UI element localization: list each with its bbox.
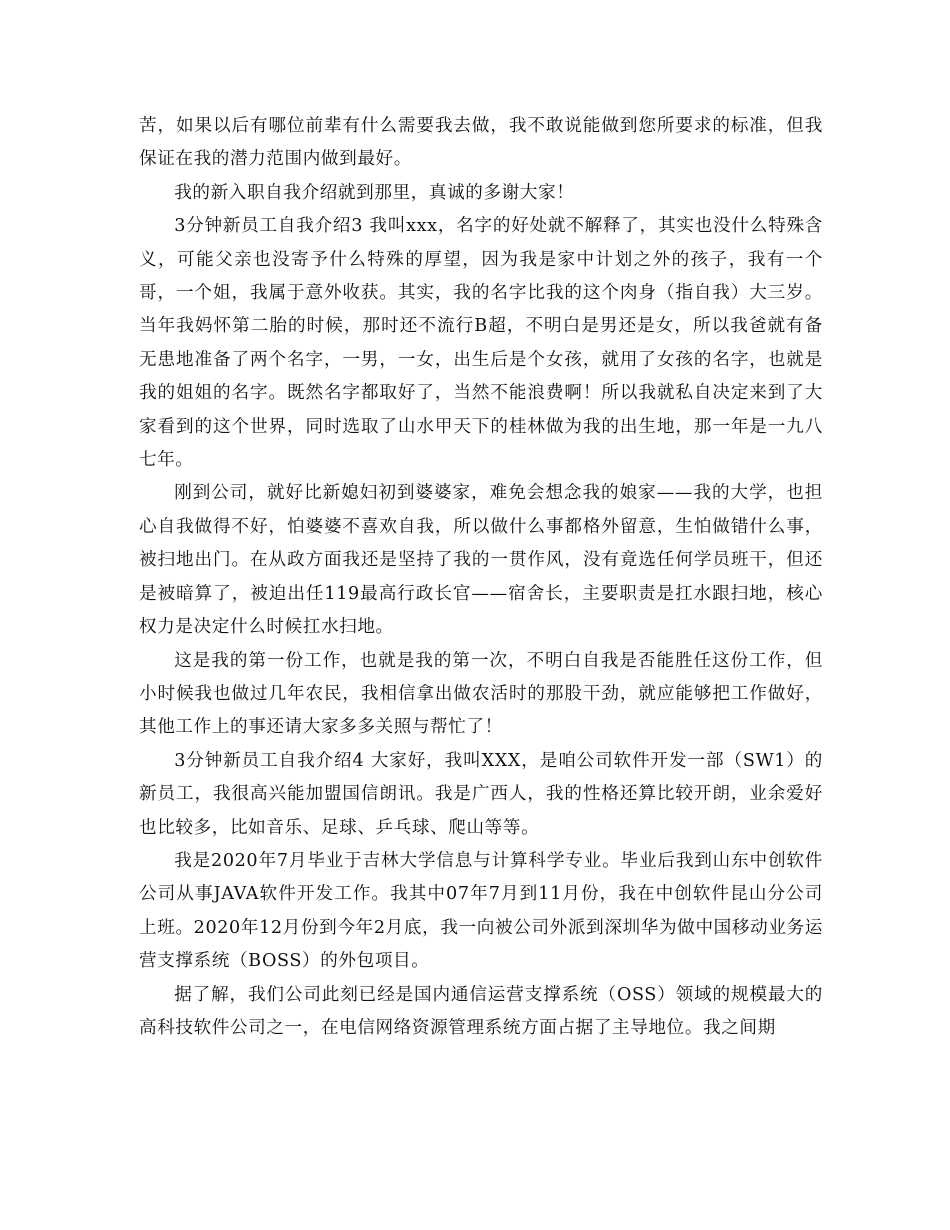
paragraph-intro-3: 3分钟新员工自我介绍3 我叫xxx，名字的好处就不解释了，其实也没什么特殊含义，可能父亲也没寄予什么特殊的厚望，因为我是家中计划之外的孩子，我有一个哥，一个姐，我属于意外收获。其实，我的名字比我的这个肉身（指自我）大三岁。当年我妈怀第二胎的时候，那时还不流行B超，不明白是男还是女，所以我爸就有备无患地准备了两个名字，一男，一女，出生后是个女孩，就用了女孩的名字，也就是我的姐姐的名字。既然名字都取好了，当然不能浪费啊！所以我就私自决定来到了大家看到的这个世界，同时选取了山水甲天下的桂林做为我的出生地，那一年是一九八七年。: [139, 216, 823, 471]
paragraph-new-at-company: 刚到公司，就好比新媳妇初到婆婆家，难免会想念我的娘家——我的大学，也担心自我做得不好，怕婆婆不喜欢自我，所以做什么事都格外留意，生怕做错什么事，被扫地出门。在从政方面我还是坚持了我的一贯作风，没有竟选任何学员班干，但还是被暗算了，被迫出任119最高行政长官——宿舍长，主要职责是扛水跟扫地，核心权力是决定什么时候扛水扫地。: [139, 483, 823, 638]
paragraph-company-info: 据了解，我们公司此刻已经是国内通信运营支撑系统（OSS）领域的规模最大的高科技软件公司之一，在电信网络资源管理系统方面占据了主导地位。我之间期: [139, 984, 823, 1038]
paragraph-first-job: 这是我的第一份工作，也就是我的第一次，不明白自我是否能胜任这份工作，但小时候我也做过几年农民，我相信拿出做农活时的那股干劲，就应能够把工作做好，其他工作上的事还请大家多多关照与帮忙了！: [139, 650, 823, 738]
paragraph-education-work: 我是2020年7月毕业于吉林大学信息与计算科学专业。毕业后我到山东中创软件公司从事JAVA软件开发工作。我其中07年7月到11月份，我在中创软件昆山分公司上班。2020年12月份到今年2月底，我一向被公司外派到深圳华为做中国移动业务运营支撑系统（BOSS）的外包项目。: [139, 850, 823, 972]
paragraph-intro-4: 3分钟新员工自我介绍4 大家好，我叫XXX，是咱公司软件开发一部（SW1）的新员工，我很高兴能加盟国信朗讯。我是广西人，我的性格还算比较开朗，业余爱好也比较多，比如音乐、足球、乒乓球、爬山等等。: [139, 750, 823, 838]
document-body: [139, 110, 823, 1045]
paragraph-closing-thanks: 我的新入职自我介绍就到那里，真诚的多谢大家！: [174, 182, 575, 203]
paragraph-continued: 苦，如果以后有哪位前辈有什么需要我去做，我不敢说能做到您所要求的标准，但我保证在我的潜力范围内做到最好。: [139, 116, 823, 170]
